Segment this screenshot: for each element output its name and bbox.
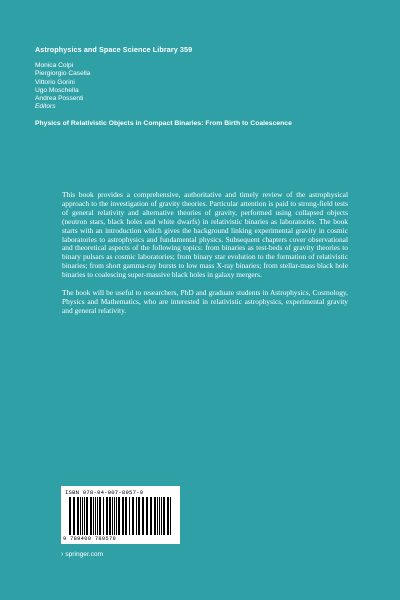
barcode-bar — [116, 497, 117, 535]
publisher-url: springer.com — [65, 551, 104, 558]
book-description — [62, 191, 348, 325]
barcode-bar — [163, 497, 165, 535]
barcode-bar — [150, 497, 152, 535]
barcode-bar — [103, 497, 104, 535]
barcode-bar — [90, 497, 92, 535]
publisher-link[interactable] — [61, 551, 103, 558]
barcode-bar — [129, 497, 130, 535]
barcode-bar — [80, 497, 81, 535]
editor-name: Piergiorgio Casella — [35, 70, 91, 78]
barcode-bar — [118, 497, 120, 535]
editor-name: Andrea Possenti — [35, 95, 84, 103]
barcode-bar — [77, 497, 79, 535]
barcode-bar — [99, 497, 101, 535]
chevron-right-icon: › — [61, 551, 64, 558]
barcode-bar — [86, 497, 88, 535]
editors-block — [35, 62, 90, 112]
barcode-bar — [142, 497, 144, 535]
barcode-bar — [154, 497, 156, 535]
editor-name: Vittorio Gorini — [35, 78, 75, 86]
series-title: Astrophysics and Space Science Library 359 — [35, 45, 193, 54]
barcode-bar — [106, 497, 108, 535]
editor-name: Ugo Moschella — [35, 86, 79, 94]
book-title: Physics of Relativistic Objects in Compact Binaries: From Birth to Coalescence — [35, 120, 292, 127]
barcode-bar — [114, 497, 115, 535]
barcode-bar — [69, 497, 71, 535]
barcode-bar — [167, 497, 169, 535]
barcode-bar — [109, 497, 111, 535]
barcode-digits: 9 789400 789579 — [63, 536, 117, 542]
description-paragraph: This book provides a comprehensive, authoritative and timely review of the astrophysical approach to the investigation of gravity theories. Particular attention is paid to strong-field tests of general relativity and alternative theories of gravity, performed using collapsed objects (neutron stars, black holes and white dwarfs) in relativistic binaries as laboratories. The book starts with an introduction which gives the background linking experimental gravity in cosmic laboratories to astrophysics and fundamental physics. Subsequent chapters cover observational and theoretical aspects of the following topics: from binaries as test-beds of gravity theories to binary pulsars as cosmic laboratories; from binary star evolution to the formation of relativistic binaries; from short gamma-ray bursts to low mass X-ray binaries; from stellar-mass black hole binaries to coalescing super-massive black holes in galaxy mergers. — [62, 190, 348, 280]
barcode-bar — [132, 497, 134, 535]
barcode-bar — [82, 497, 83, 535]
barcode-bar — [136, 497, 137, 535]
barcode-bar — [84, 497, 85, 535]
barcode-bar — [170, 497, 171, 535]
barcode-bar — [138, 497, 140, 535]
barcode-bar — [125, 497, 127, 535]
isbn-label: ISBN 978-94-007-8957-9 — [65, 489, 144, 496]
barcode-bar — [122, 497, 124, 535]
barcode-bar — [157, 497, 158, 535]
barcode-bar — [146, 497, 148, 535]
barcode-bar — [159, 497, 160, 535]
barcode-bar — [73, 497, 75, 535]
barcode-bar — [112, 497, 113, 535]
editors-role: Editors — [35, 103, 56, 111]
barcode-bar — [161, 497, 162, 535]
description-paragraph: The book will be useful to researchers, PhD and graduate students in Astrophysics, Cosmology, Physics and Mathematics, who are interested in relativistic astrophysics, experimental gravity and general relativity. — [62, 288, 348, 315]
barcode-bar — [93, 497, 94, 535]
barcode-bar — [95, 497, 96, 535]
barcode-box — [61, 486, 180, 544]
editor-name: Monica Colpi — [35, 62, 74, 69]
barcode-bar — [97, 497, 98, 535]
barcode-graphic — [69, 497, 172, 535]
